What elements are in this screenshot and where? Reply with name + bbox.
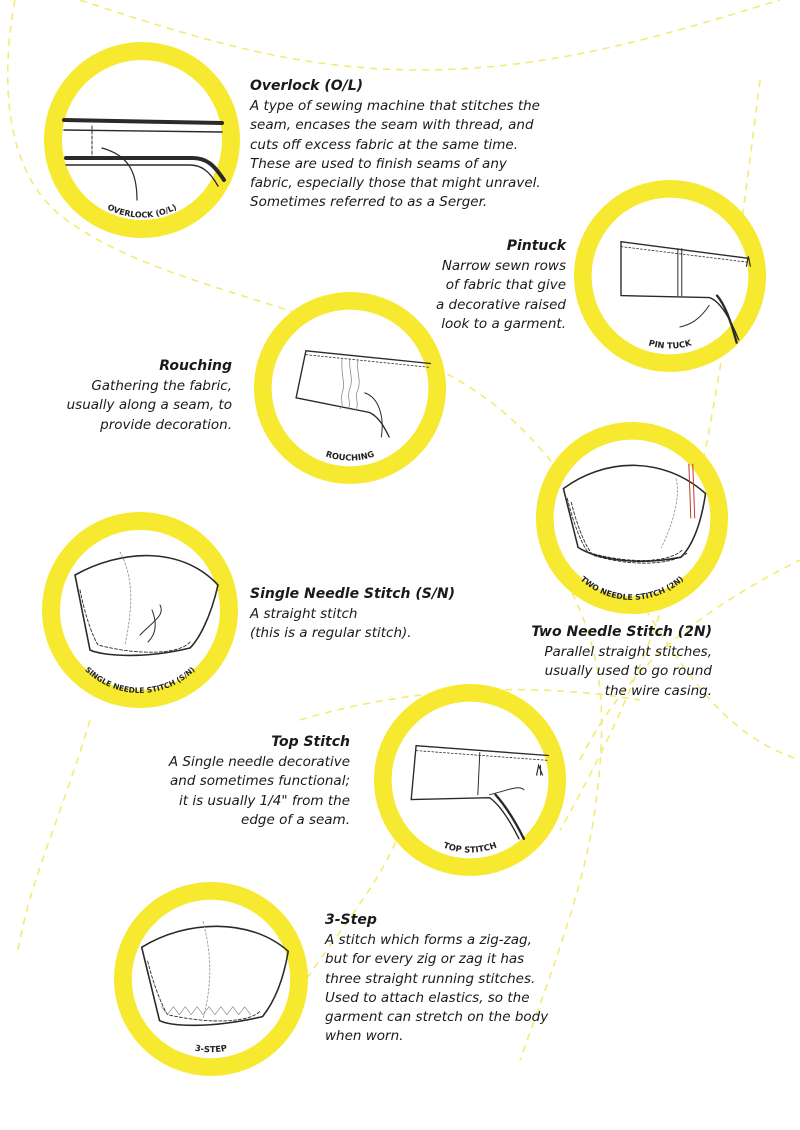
- top-stitch-illustration: [372, 682, 568, 878]
- three-step-description: A stitch which forms a zig-zag, but for every zig or zag it has three straight running stitches. Used to attach elastics, so the garment can stretch on the body when worn.: [325, 932, 549, 1045]
- rouching-badge: ROUCHING: [324, 448, 376, 463]
- three-step-entry: [325, 910, 605, 1047]
- three-step-title: 3-Step: [325, 912, 377, 928]
- overlock-description: A type of sewing machine that stitches the seam, encases the seam with thread, and cuts off excess fabric at the same time. These are used to finish seams of any fabric, especially those that might unravel. Sometimes referred to as a Serger.: [250, 98, 541, 211]
- pintuck-description: Narrow sewn rows of fabric that give a decorative raised look to a garment.: [435, 258, 566, 332]
- top-stitch-entry: [130, 732, 350, 830]
- pintuck-illustration: [572, 178, 768, 374]
- rouching-entry: [50, 356, 232, 435]
- single-needle-illustration: [40, 510, 240, 710]
- overlock-title: Overlock (O/L): [250, 78, 364, 94]
- top-stitch-badge: TOP STITCH: [442, 839, 498, 855]
- three-step-badge: 3-STEP: [194, 1042, 228, 1055]
- single-needle-badge: SINGLE NEEDLE STITCH (S/N): [83, 664, 197, 696]
- rouching-illustration: [252, 290, 448, 486]
- overlock-badge: OVERLOCK (O/L): [105, 202, 179, 220]
- single-needle-entry: [250, 584, 500, 644]
- rouching-title: Rouching: [159, 358, 232, 374]
- pintuck-badge: PIN TUCK: [647, 337, 693, 351]
- two-needle-title: Two Needle Stitch (2N): [531, 624, 712, 640]
- two-needle-description: Parallel straight stitches, usually used to go round the wire casing.: [544, 644, 712, 699]
- three-step-illustration: [112, 880, 310, 1078]
- overlock-illustration: [42, 40, 242, 240]
- pintuck-title: Pintuck: [506, 238, 566, 254]
- top-stitch-description: A Single needle decorative and sometimes functional; it is usually 1/4" from the edge of a seam.: [168, 754, 350, 828]
- overlock-entry: [250, 76, 550, 213]
- single-needle-description: A straight stitch (this is a regular stitch).: [250, 606, 412, 642]
- two-needle-illustration: [534, 420, 730, 616]
- single-needle-title: Single Needle Stitch (S/N): [250, 586, 456, 602]
- rouching-description: Gathering the fabric, usually along a seam, to provide decoration.: [66, 378, 232, 433]
- top-stitch-title: Top Stitch: [271, 734, 350, 750]
- two-needle-badge: TWO NEEDLE STITCH (2N): [578, 574, 686, 602]
